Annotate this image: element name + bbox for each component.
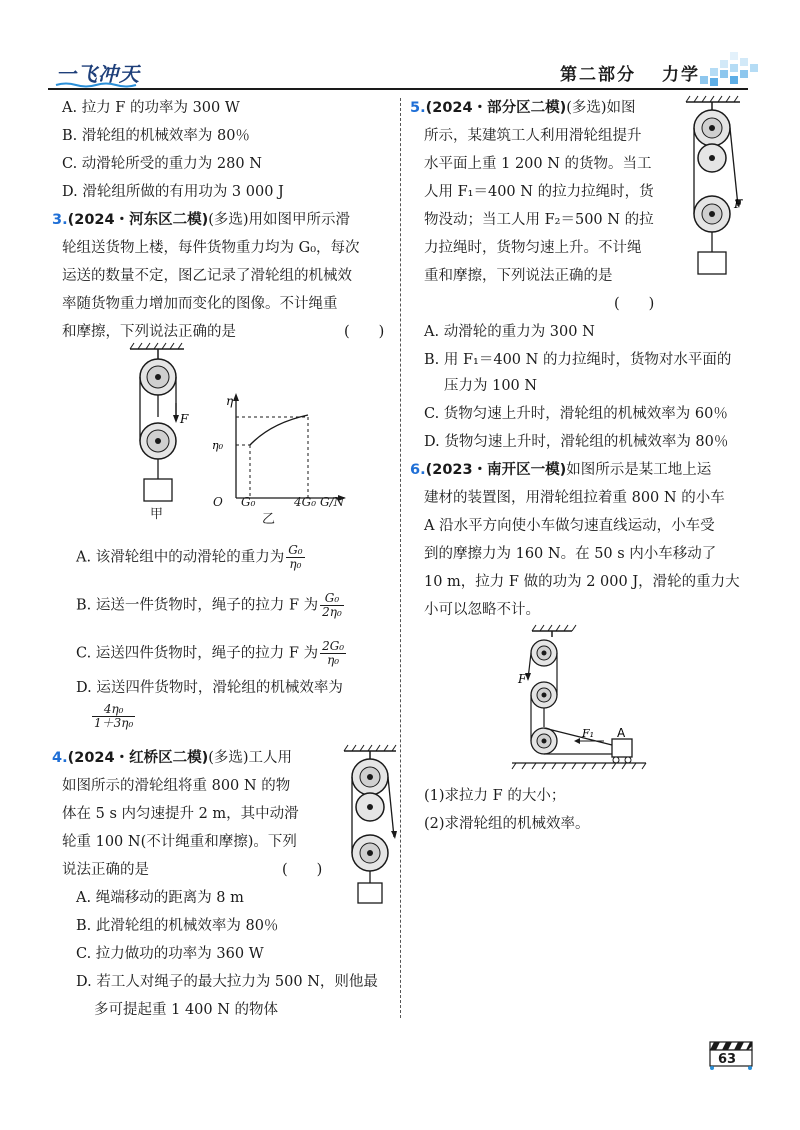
q3-answer-blank: ( ) [344,324,385,340]
q5-stem-line-7: 重和摩擦，下列说法正确的是 [424,268,613,284]
q5-stem-line-2: 所示，某建筑工人利用滑轮组提升 [424,128,642,144]
q3-number: 3. [52,212,68,228]
q5-option-c: C. 货物匀速上升时，滑轮组的机械效率为 60％ [424,406,728,422]
q2-option-b: B. 滑轮组的机械效率为 80％ [62,128,250,144]
q3-option-d-fraction: $\frac{\text{4η₀}}{\text{1＋3η₀}}$ [94,702,134,730]
q3-option-a: A. 该滑轮组中的动滑轮的重力为 $\frac{\text{G₀}}{\text{η₀}}$ [76,543,303,571]
q4-answer-blank: ( ) [282,862,323,878]
q3-fig-b-label: 乙 [262,512,276,527]
q2-option-d: D. 滑轮组所做的有用功为 3 000 J [62,184,284,200]
q4-number: 4. [52,750,68,766]
q5-option-d: D. 货物匀速上升时，滑轮组的机械效率为 80％ [424,434,729,450]
q6-stem-line-6: 小可以忽略不计。 [424,602,540,618]
q5-option-b: B. 用 F₁＝400 N 的力拉绳时，货物对水平面的 [424,352,732,368]
q3-stem-line-5: 和摩擦，下列说法正确的是 [62,324,236,340]
q3-stem-line-1: 3.(2024・河东区二模)(多选)用如图甲所示滑 [52,212,351,228]
q4-stem-line-4: 轮重 100 N(不计绳重和摩擦)。下列 [62,834,297,850]
q3-pulley-figure [128,343,208,503]
header-rule [48,88,748,90]
q5-option-b-cont: 压力为 100 N [444,378,538,394]
q6-fig-F1-label: F₁ [582,727,595,740]
q4-option-c: C. 拉力做功的功率为 360 W [76,946,264,962]
q5-answer-blank: ( ) [614,296,655,312]
page-header [0,0,800,95]
column-divider [400,98,401,1018]
q4-stem-line-1: 4.(2024・红桥区二模)(多选)工人用 [52,750,293,766]
q3-fig-F-label: F [180,412,189,426]
q6-fig-F-label: F [518,672,527,686]
checker-decoration-icon [700,50,760,88]
q5-stem-line-3: 水平面上重 1 200 N 的货物。当工 [424,156,652,172]
q6-stem-line-3: A 沿水平方向使小车做匀速直线运动，小车受 [424,518,715,534]
q6-number: 6. [410,462,426,478]
q4-stem-line-5: 说法正确的是 [62,862,149,878]
q5-source: (2024・部分区二模) [425,100,567,116]
q4-source: (2024・红桥区二模) [67,750,209,766]
q5-option-a: A. 动滑轮的重力为 300 N [424,324,595,340]
q3-option-c: C. 运送四件货物时，绳子的拉力 F 为 $\frac{\text{2G₀}}{\text{η₀}}$ [76,639,345,667]
q3-graph-x-label: G/N [320,495,345,509]
q3-source: (2024・河东区二模) [67,212,209,228]
q2-option-a: A. 拉力 F 的功率为 300 W [62,100,240,116]
q5-fig-F-label: F [734,197,743,211]
q5-stem-line-1: 5.(2024・部分区二模)(多选)如图 [410,100,636,116]
q2-option-c: C. 动滑轮所受的重力为 280 N [62,156,262,172]
q5-stem-line-5: 物没动；当工人用 F₂＝500 N 的拉 [424,212,654,228]
q5-stem-line-6: 力拉绳时，货物匀速上升。不计绳 [424,240,642,256]
q6-sub-question-2: (2)求滑轮组的机械效率。 [424,816,590,832]
q3-graph-y-label: η [226,394,234,408]
q6-sub-question-1: (1)求拉力 F 的大小； [424,788,566,804]
q3-fig-a-label: 甲 [150,507,164,522]
subject-label: 力学 [662,65,700,85]
q4-option-d: D. 若工人对绳子的最大拉力为 500 N，则他最 [76,974,378,990]
q6-pulley-cart-figure [508,623,648,773]
q6-source: (2023・南开区一模) [425,462,567,478]
q3-stem-line-2: 轮组送货物上楼，每件货物重力均为 G₀，每次 [62,240,360,256]
q4-stem-line-3: 体在 5 s 内匀速提升 2 m，其中动滑 [62,806,299,822]
q5-stem-line-4: 人用 F₁＝400 N 的拉力拉绳时，货 [424,184,654,200]
q3-stem-line-4: 率随货物重力增加而变化的图像。不计绳重 [62,296,338,312]
page-number: 63 [718,1052,737,1067]
q3-efficiency-graph [212,393,346,508]
q5-number: 5. [410,100,426,116]
q3-graph-eta0: η₀ [212,439,223,452]
q4-option-a: A. 绳端移动的距离为 8 m [76,890,244,906]
q6-stem-line-4: 到的摩擦力为 160 N。在 50 s 内小车移动了 [424,546,717,562]
q5-pulley-figure [682,96,752,276]
q3-graph-origin: O [213,495,223,509]
q3-stem-line-3: 运送的数量不定，图乙记录了滑轮组的机械效 [62,268,352,284]
q3-option-d: D. 运送四件货物时，滑轮组的机械效率为 [76,680,343,696]
part-label: 第二部分 [560,65,636,85]
brand-logo: 一飞冲天 [56,62,140,86]
q4-stem-line-2: 如图所示的滑轮组将重 800 N 的物 [62,778,291,794]
q6-stem-line-5: 10 m，拉力 F 做的功为 2 000 J，滑轮的重力大 [424,574,740,590]
q6-fig-A-label: A [617,726,626,740]
q4-pulley-figure [340,745,400,905]
q4-option-b: B. 此滑轮组的机械效率为 80％ [76,918,279,934]
q6-stem-line-2: 建材的装置图，用滑轮组拉着重 800 N 的小车 [424,490,725,506]
q3-graph-4G0: 4G₀ [294,495,317,509]
q6-stem-line-1: 6.(2023・南开区一模)如图所示是某工地上运 [410,462,712,478]
q3-option-b: B. 运送一件货物时，绳子的拉力 F 为 $\frac{\text{G₀}}{\text{2η₀}}$ [76,591,342,619]
q3-graph-G0: G₀ [241,495,256,509]
q4-option-d-cont: 多可提起重 1 400 N 的物体 [94,1002,279,1018]
chapter-heading [560,60,700,85]
